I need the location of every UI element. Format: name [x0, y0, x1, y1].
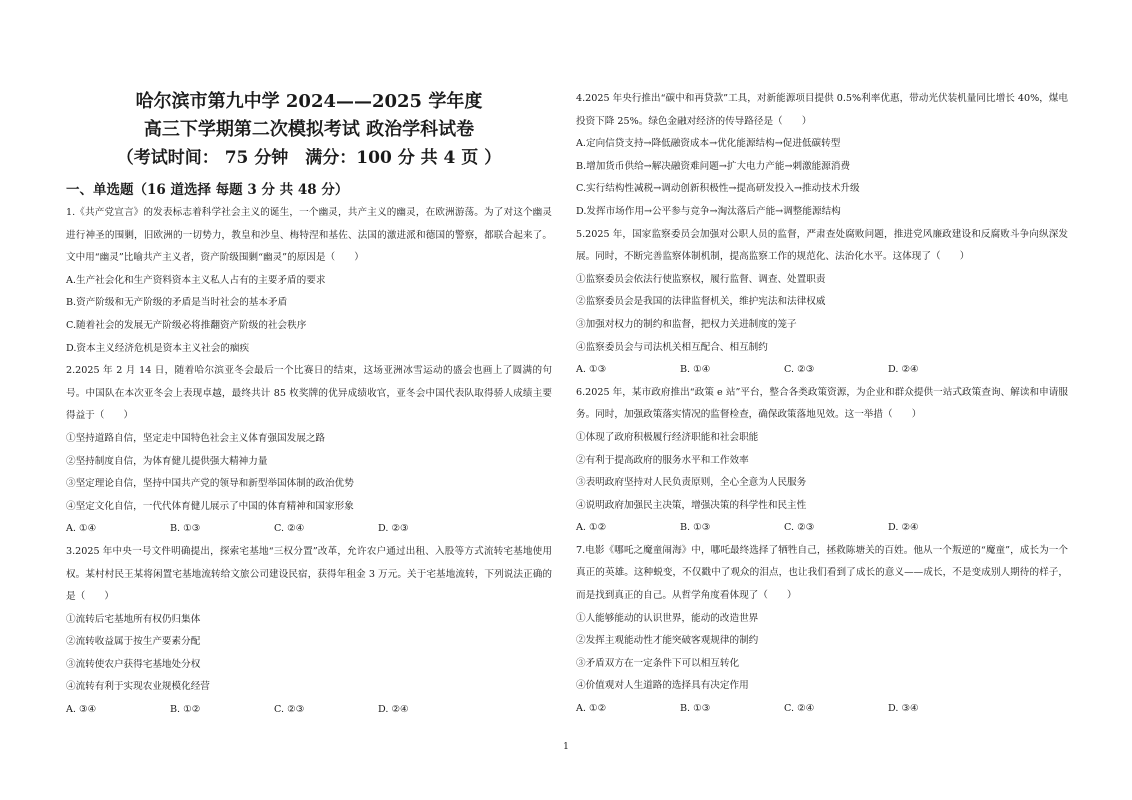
option-d: D. ②④ — [888, 364, 919, 376]
section-heading: 一、单选题（16 道选择 每题 3 分 共 48 分） — [66, 182, 349, 198]
option-b: B. ①② — [170, 704, 201, 716]
answer-options — [66, 518, 552, 541]
option-a: A. ①③ — [576, 364, 607, 376]
answer-options — [576, 359, 1068, 382]
question-stem: 6.2025 年，某市政府推出“政策 e 站”平台，整合各类政策资源，为企业和群众提供一站式政策查询、解读和申请服务。同时，加强政策落实情况的监督检查，确保政策落地见效。这一举措（ ） — [576, 386, 1068, 421]
question-stem: 5.2025 年，国家监察委员会加强对公职人员的监督，严肃查处腐败问题，推进党风廉政建设和反腐败斗争向纵深发展。同时，不断完善监察体制机制，提高监察工作的规范化、法治化水平。这体现了（ ） — [576, 228, 1068, 263]
option-c: C.实行结构性减税→调动创新积极性→提高研发投入→推动技术升级 — [576, 183, 860, 195]
right-column — [576, 88, 1068, 721]
option-d: D.发挥市场作用→公平参与竞争→淘汰落后产能→调整能源结构 — [576, 205, 841, 217]
option-d: D. ③④ — [888, 703, 919, 715]
statement-1: ①人能够能动的认识世界，能动的改造世界 — [576, 612, 759, 624]
option-d: D. ②③ — [378, 523, 409, 535]
question-5 — [576, 224, 1068, 382]
option-c: C. ②④ — [274, 523, 305, 535]
option-a: A. ①② — [576, 522, 607, 534]
statement-4: ④坚定文化自信，一代代体育健儿展示了中国的体育精神和国家形象 — [66, 500, 354, 512]
option-d: D.资本主义经济危机是资本主义社会的痼疾 — [66, 342, 250, 354]
statement-3: ③表明政府坚持对人民负责原则，全心全意为人民服务 — [576, 477, 807, 489]
statement-2: ②监察委员会是我国的法律监督机关，维护宪法和法律权威 — [576, 296, 826, 308]
option-c: C. ②③ — [784, 522, 815, 534]
option-a: A. ①④ — [66, 523, 97, 535]
question-4 — [576, 88, 1068, 224]
option-d: D. ②④ — [378, 704, 409, 716]
statement-3: ③流转使农户获得宅基地处分权 — [66, 658, 201, 670]
statement-1: ①体现了政府积极履行经济职能和社会职能 — [576, 431, 759, 443]
question-1 — [66, 202, 552, 360]
question-3 — [66, 541, 552, 722]
answer-options — [66, 699, 552, 722]
left-column — [66, 88, 552, 722]
question-stem: 7.电影《哪吒之魔童闹海》中，哪吒最终选择了牺牲自己，拯救陈塘关的百姓。他从一个叛逆的“魔童”，成长为一个真正的英雄。这种蜕变，不仅戳中了观众的泪点，也让我们看到了成长的意义——成长，不是变成别人期待的样子，而是找到真正的自己。从哲学角度看体现了（ ） — [576, 544, 1068, 602]
statement-2: ②发挥主观能动性才能突破客观规律的制约 — [576, 635, 759, 647]
option-c: C. ②③ — [274, 704, 305, 716]
option-b: B. ①④ — [680, 364, 711, 376]
exam-info: （考试时间： 75 分钟 满分：100 分 共 4 页 ） — [116, 148, 502, 168]
option-a: A. ③④ — [66, 704, 97, 716]
question-stem: 4.2025 年央行推出“碳中和再贷款”工具，对新能源项目提供 0.5%利率优惠，带动光伏装机量同比增长 40%，煤电投资下降 25%。绿色金融对经济的传导路径是（ ） — [576, 93, 1068, 127]
statement-4: ④监察委员会与司法机关相互配合、相互制约 — [576, 341, 768, 353]
option-d: D. ②④ — [888, 522, 919, 534]
question-7 — [576, 540, 1068, 721]
answer-options — [576, 517, 1068, 540]
statement-3: ③坚定理论自信，坚持中国共产党的领导和新型举国体制的政治优势 — [66, 478, 354, 490]
page-number: 1 — [563, 742, 569, 752]
option-b: B. ①③ — [680, 703, 711, 715]
statement-1: ①坚持道路自信，坚定走中国特色社会主义体育强国发展之路 — [66, 432, 326, 444]
exam-title: 高三下学期第二次模拟考试 政治学科试卷 — [143, 119, 475, 140]
statement-1: ①监察委员会依法行使监察权，履行监督、调查、处置职责 — [576, 273, 826, 285]
option-c: C. ②③ — [784, 364, 815, 376]
statement-4: ④价值观对人生道路的选择具有决定作用 — [576, 680, 749, 692]
statement-2: ②坚持制度自信，为体育健儿提供强大精神力量 — [66, 455, 268, 467]
option-c: C.随着社会的发展无产阶级必将推翻资产阶级的社会秩序 — [66, 319, 307, 331]
question-stem: 2.2025 年 2 月 14 日，随着哈尔滨亚冬会最后一个比赛日的结束，这场亚洲冰雪运动的盛会也画上了圆满的句号。中国队在本次亚冬会上表现卓越，最终共计 85 枚奖牌的优异成绩收官，亚冬会中国代表队取得骄人成绩主要得益于（ ） — [66, 365, 552, 422]
statement-3: ③矛盾双方在一定条件下可以相互转化 — [576, 657, 740, 669]
option-b: B. ①③ — [680, 522, 711, 534]
question-2 — [66, 360, 552, 541]
statement-2: ②有利于提高政府的服务水平和工作效率 — [576, 454, 749, 466]
question-stem: 3.2025 年中央一号文件明确提出，探索宅基地“三权分置”改革，允许农户通过出租、入股等方式流转宅基地使用权。某村村民王某将闲置宅基地流转给文旅公司建设民宿，获得年租金 3 万元。关于宅基地流转，下列说法正确的是（ ） — [66, 545, 552, 603]
option-a: A.定向信贷支持→降低融资成本→优化能源结构→促进低碳转型 — [576, 138, 841, 150]
option-c: C. ②④ — [784, 703, 815, 715]
statement-1: ①流转后宅基地所有权仍归集体 — [66, 613, 201, 625]
statement-4: ④流转有利于实现农业规模化经营 — [66, 681, 210, 693]
statement-2: ②流转收益属于按生产要素分配 — [66, 636, 201, 648]
option-a: A.生产社会化和生产资料资本主义私人占有的主要矛盾的要求 — [66, 274, 326, 286]
statement-3: ③加强对权力的制约和监督，把权力关进制度的笼子 — [576, 318, 797, 330]
answer-options — [576, 698, 1068, 721]
option-b: B.资产阶级和无产阶级的矛盾是当时社会的基本矛盾 — [66, 297, 288, 309]
option-b: B. ①③ — [170, 523, 201, 535]
question-6 — [576, 382, 1068, 540]
option-a: A. ①② — [576, 703, 607, 715]
school-title: 哈尔滨市第九中学 2024——2025 学年度 — [135, 91, 483, 112]
statement-4: ④说明政府加强民主决策，增强决策的科学性和民主性 — [576, 499, 807, 511]
option-b: B.增加货币供给→解决融资难问题→扩大电力产能→刺激能源消费 — [576, 160, 851, 172]
question-stem: 1.《共产党宣言》的发表标志着科学社会主义的诞生，一个幽灵，共产主义的幽灵，在欧洲游荡。为了对这个幽灵进行神圣的围剿，旧欧洲的一切势力，教皇和沙皇、梅特涅和基佐、法国的激进派和德国的警察，都联合起来了。文中用“幽灵”比喻共产主义者，资产阶级围剿“幽灵”的原因是（ ） — [66, 207, 552, 264]
